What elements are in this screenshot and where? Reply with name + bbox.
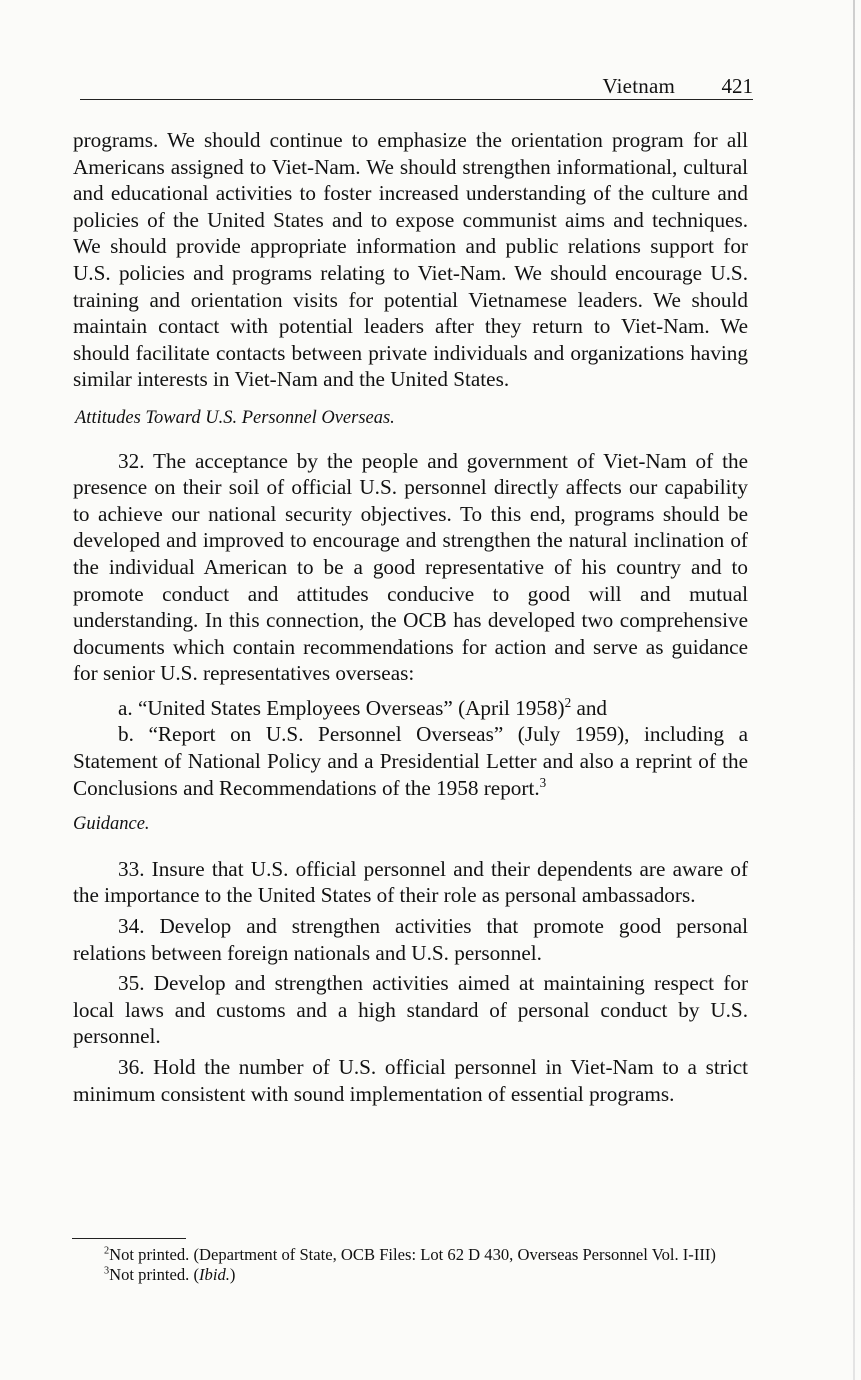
footnote-ref-3: 3 — [539, 774, 547, 790]
paragraph-32: 32. The acceptance by the people and government of Viet-Nam of the presence on their soil of official U.S. personnel directly affects our capability to achieve our national security objectives. To this end, programs should be developed and improved to encourage and strengthen the natural inclination of the individual American to be a good representative of his country and to promote conduct and attitudes conducive to good will and mutual understanding. In this connection, the OCB has developed two comprehensive documents which contain recommendations for action and serve as guidance for senior U.S. representatives overseas: — [73, 448, 748, 686]
footnote-ref-2: 2 — [564, 694, 572, 710]
footnote-rule — [72, 1238, 186, 1239]
paragraph-33: 33. Insure that U.S. official personnel and their dependents are aware of the importance to the United States of their role as personal ambassadors. — [73, 856, 748, 908]
page-edge — [853, 0, 855, 1380]
paragraph-continued: programs. We should continue to emphasize the orientation program for all Americans assigned to Viet-Nam. We should strengthen informational, cultural and educational activities to foster increased understanding of the culture and policies of the United States and to expose communist aims and techniques. We should provide appropriate information and public relations support for U.S. policies and programs relating to Viet-Nam. We should encourage U.S. training and orientation visits for potential Vietnamese leaders. We should maintain contact with potential leaders after they return to Viet-Nam. We should facilitate contacts between private individuals and organizations having similar interests in Viet-Nam and the United States. — [73, 128, 748, 392]
section-heading-guidance: Guidance. — [73, 814, 150, 835]
footnote-2 — [73, 1245, 748, 1265]
list-item-b-text: b. “Report on U.S. Personnel Overseas” (July 1959), including a Statement of National Policy and a Presidential Letter and also a reprint of the Conclusions and Recommendations of the 1958 report. — [73, 722, 748, 800]
list-item-a-text: a. “United States Employees Overseas” (April 1958) — [118, 695, 565, 720]
paragraph-34: 34. Develop and strengthen activities that promote good personal relations between foreign nationals and U.S. personnel. — [73, 914, 748, 965]
header-rule — [80, 99, 753, 100]
paragraph-36: 36. Hold the number of U.S. official personnel in Viet-Nam to a strict minimum consistent with sound implementation of essential programs. — [73, 1055, 748, 1106]
section-heading-attitudes: Attitudes Toward U.S. Personnel Overseas. — [75, 407, 395, 428]
footnotes — [73, 1245, 748, 1285]
footnote-3-text: Not printed. ( — [109, 1265, 200, 1284]
footnote-3 — [73, 1265, 748, 1285]
footnote-3-ibid: Ibid. — [199, 1265, 230, 1284]
page-header — [80, 74, 753, 100]
list-item-a — [73, 695, 748, 722]
footnote-2-text: Not printed. (Department of State, OCB Files: Lot 62 D 430, Overseas Personnel Vol. I-III) — [109, 1245, 716, 1264]
footnote-3-mark: 3 — [104, 1265, 110, 1277]
list-item-a-tail: and — [571, 695, 608, 720]
footnote-2-mark: 2 — [104, 1245, 110, 1257]
running-head: Vietnam — [602, 74, 675, 98]
list-item-b — [73, 721, 748, 801]
body-text — [73, 127, 748, 1107]
paragraph-35: 35. Develop and strengthen activities aimed at maintaining respect for local laws and customs and a high standard of personal conduct by U.S. personnel. — [73, 971, 748, 1049]
page-number: 421 — [721, 74, 753, 98]
footnote-3-close: ) — [229, 1265, 236, 1284]
